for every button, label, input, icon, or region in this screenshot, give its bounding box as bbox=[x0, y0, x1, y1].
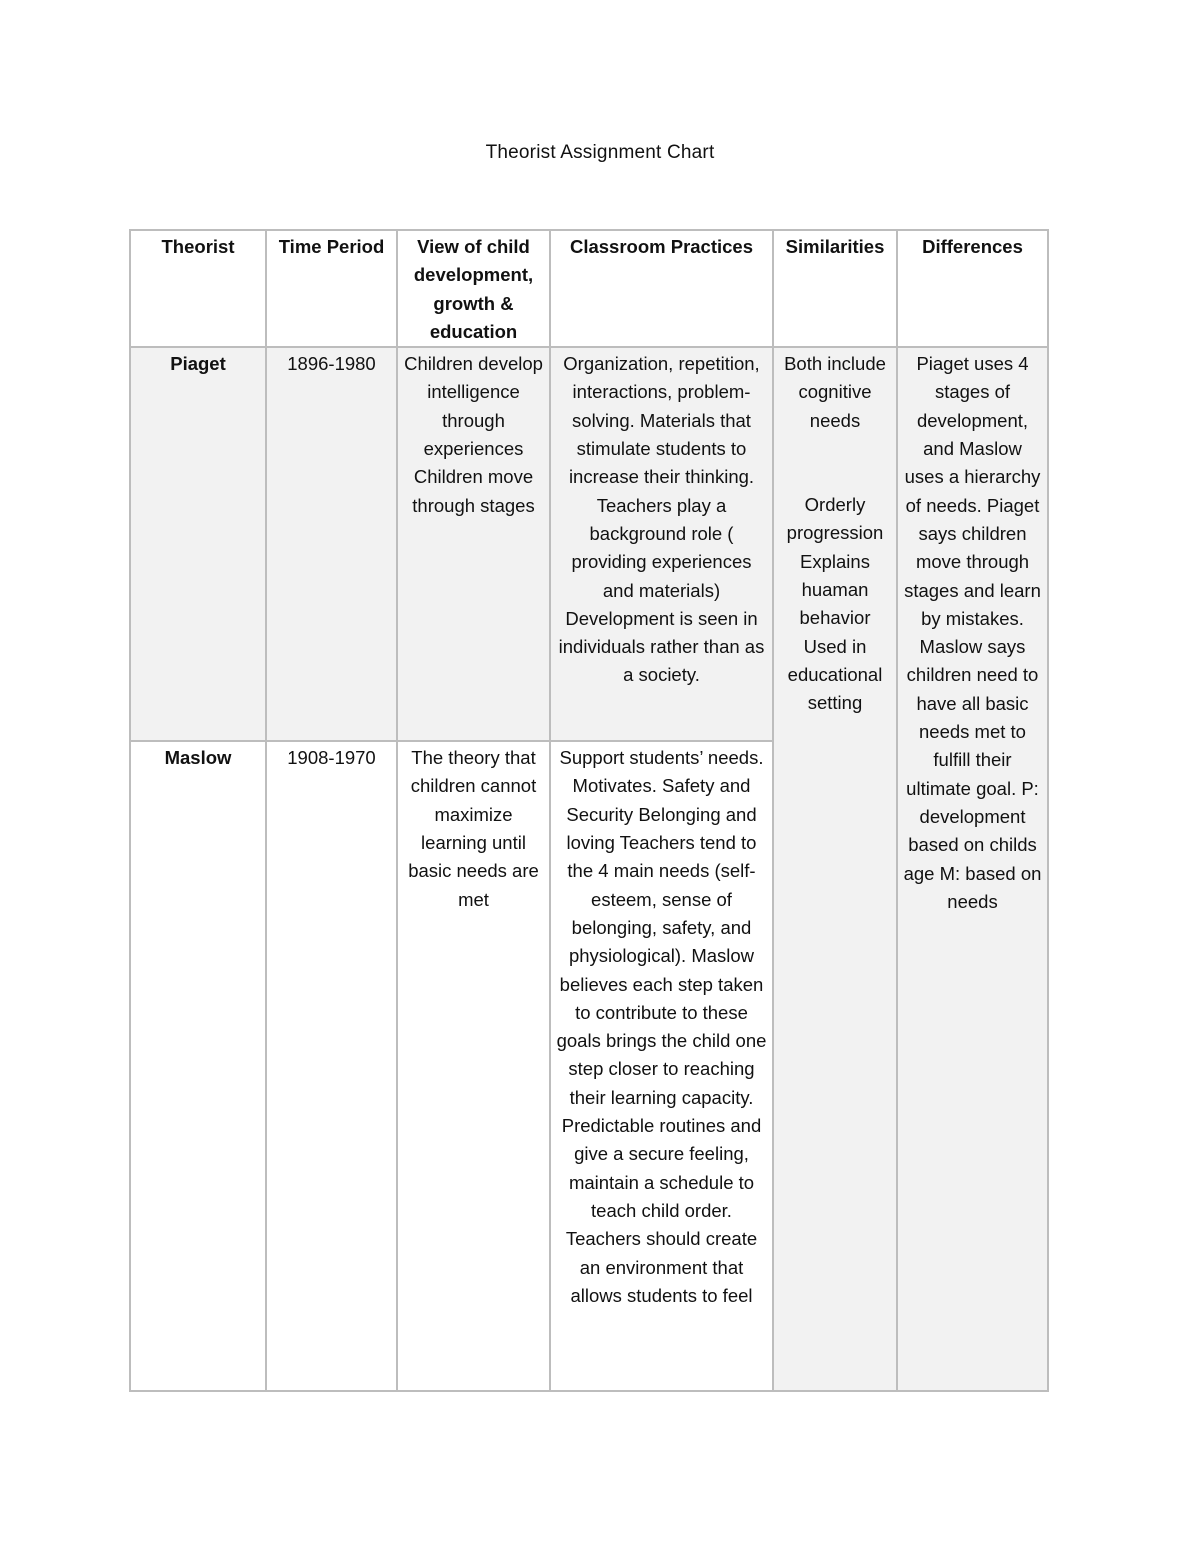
similarities-cell bbox=[773, 347, 897, 1391]
table-header-row bbox=[130, 230, 1048, 347]
similarities-spacer bbox=[779, 435, 891, 491]
child-development-view: Children develop intelligence through experiences Children move through stages bbox=[397, 347, 550, 741]
classroom-practices: Support students’ needs. Motivates. Safety and Security Belonging and loving Teachers tend to the 4 main needs (self-esteem, sense of belonging, safety, and physiological). Maslow believes each step taken to contribute to these goals brings the child one step closer to reaching their learning capacity. Predictable routines and give a secure feeling, maintain a schedule to teach child order. Teachers should create an environment that allows students to feel bbox=[550, 741, 773, 1391]
header-classroom-practices: Classroom Practices bbox=[550, 230, 773, 347]
similarities-text-2: Orderly progression Explains huaman behavior Used in educational setting bbox=[786, 494, 884, 714]
theorist-chart-table bbox=[129, 229, 1049, 1392]
time-period: 1908-1970 bbox=[266, 741, 397, 1391]
header-differences: Differences bbox=[897, 230, 1048, 347]
similarities-text-1: Both include cognitive needs bbox=[784, 353, 886, 431]
theorist-name: Maslow bbox=[130, 741, 266, 1391]
theorist-name: Piaget bbox=[130, 347, 266, 741]
classroom-practices: Organization, repetition, interactions, problem-solving. Materials that stimulate students to increase their thinking. Teachers play a background role ( providing experiences and materials) Development is seen in individuals rather than as a society. bbox=[550, 347, 773, 741]
header-view-of-child-development: View of child development, growth & education bbox=[397, 230, 550, 347]
table-row bbox=[130, 347, 1048, 741]
header-similarities: Similarities bbox=[773, 230, 897, 347]
header-theorist: Theorist bbox=[130, 230, 266, 347]
header-time-period: Time Period bbox=[266, 230, 397, 347]
time-period: 1896-1980 bbox=[266, 347, 397, 741]
differences-cell: Piaget uses 4 stages of development, and Maslow uses a hierarchy of needs. Piaget says children move through stages and learn by mistakes. Maslow says children need to have all basic needs met to fulfill their ultimate goal. P: development based on childs age M: based on needs bbox=[897, 347, 1048, 1391]
child-development-view: The theory that children cannot maximize learning until basic needs are met bbox=[397, 741, 550, 1391]
document-title: Theorist Assignment Chart bbox=[485, 142, 715, 163]
